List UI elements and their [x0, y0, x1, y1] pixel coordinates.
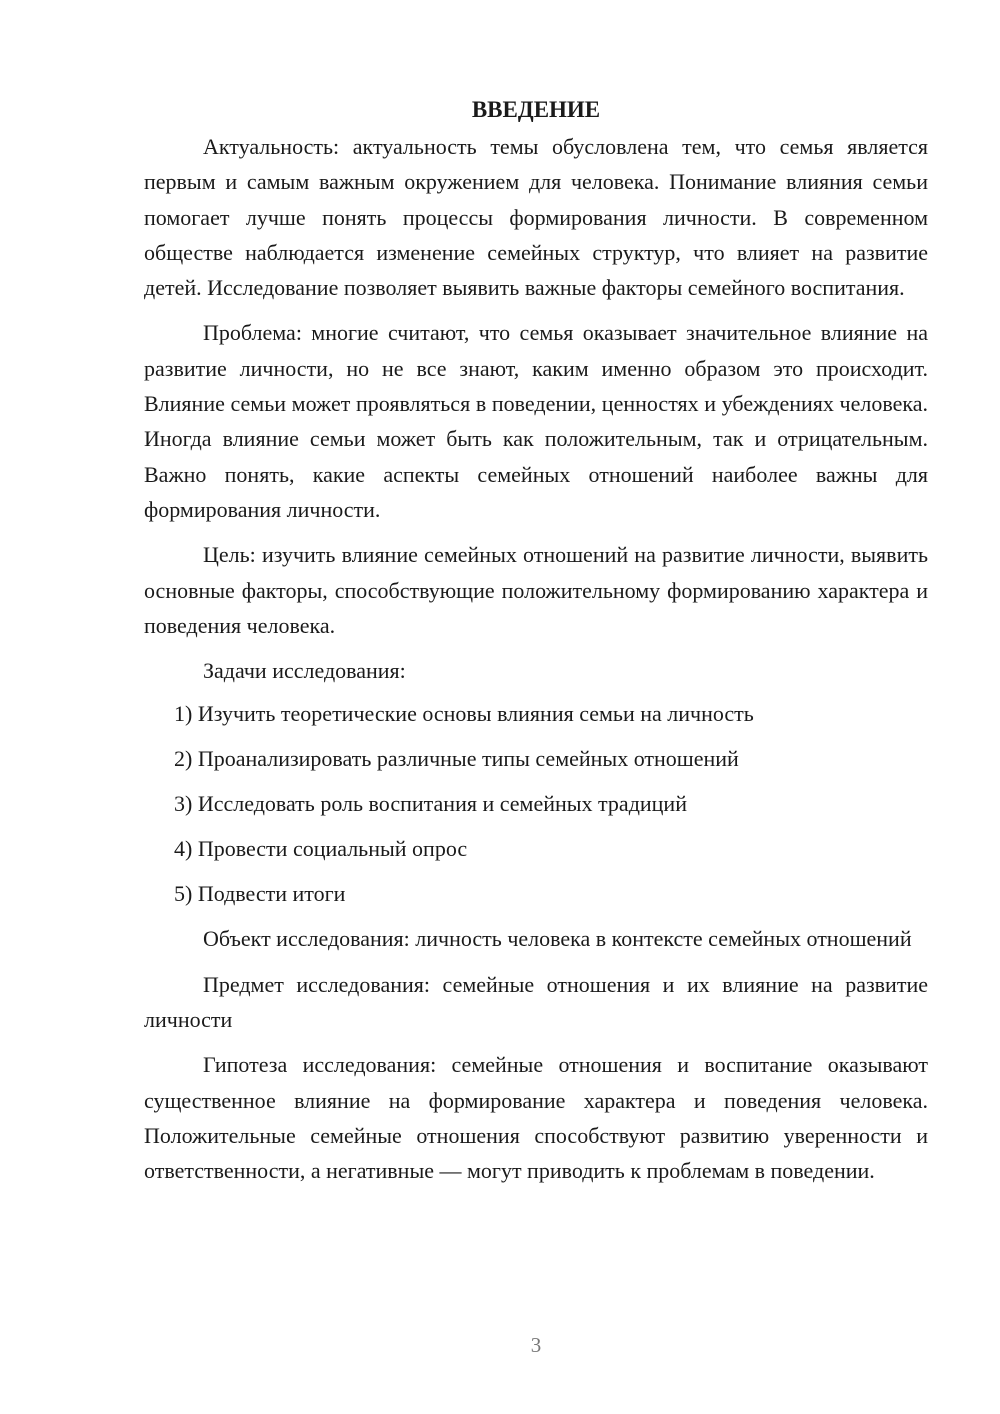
- list-item-task-5: 5) Подвести итоги: [174, 881, 346, 907]
- paragraph-hypothesis: Гипотеза исследования: семейные отношения и воспитание оказывают существенное влияние на формирование характера и поведения человека. Положительные семейные отношения способствуют развитию уверенности и ответственности, а негативные — могут приводить к проблемам в поведении.: [144, 1052, 928, 1184]
- paragraph-tasks-intro: Задачи исследования:: [203, 658, 406, 684]
- list-item-task-4: 4) Провести социальный опрос: [174, 836, 468, 862]
- paragraph-subject: Предмет исследования: семейные отношения и их влияние на развитие личности: [144, 971, 928, 1033]
- list-item-task-1: 1) Изучить теоретические основы влияния семьи на личность: [174, 701, 754, 727]
- section-heading: ВВЕДЕНИЕ: [471, 97, 601, 122]
- paragraph-relevance: Актуальность: актуальность темы обусловлена тем, что семья является первым и самым важным окружением для человека. Понимание влияния семьи помогает лучше понять процессы формирования личности. В современном обществе наблюдается изменение семейных структур, что влияет на развитие детей. Исследование позволяет выявить важные факторы семейного воспитания.: [144, 134, 928, 301]
- paragraph-problem: Проблема: многие считают, что семья оказывает значительное влияние на развитие личности, но не все знают, каким именно образом это происходит. Влияние семьи может проявляться в поведении, ценностях и убеждениях человека. Иногда влияние семьи может быть как положительным, так и отрицательным. Важно понять, какие аспекты семейных отношений наиболее важны для формирования личности.: [144, 320, 928, 522]
- page-number: 3: [530, 1333, 542, 1357]
- paragraph-object: Объект исследования: личность человека в контексте семейных отношений: [203, 926, 912, 952]
- tasks-list: [144, 696, 928, 911]
- paragraph-goal: Цель: изучить влияние семейных отношений на развитие личности, выявить основные факторы, способствующие положительному формированию характера и поведения человека.: [144, 542, 928, 638]
- list-item-task-2: 2) Проанализировать различные типы семейных отношений: [174, 746, 739, 772]
- document-page: [144, 92, 928, 1199]
- list-item-task-3: 3) Исследовать роль воспитания и семейных традиций: [174, 791, 687, 817]
